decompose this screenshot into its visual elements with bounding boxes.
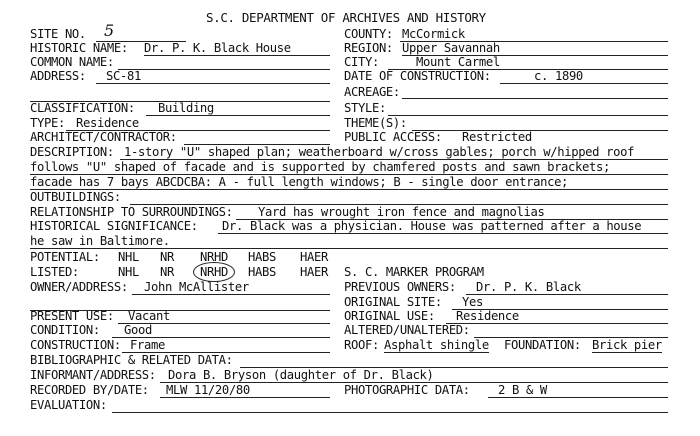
informant-label: INFORMANT/ADDRESS: (30, 368, 156, 382)
site-no-value: 5 (104, 21, 115, 40)
type-label: TYPE: (30, 116, 65, 130)
county-value: McCormick (402, 27, 465, 41)
public-access-label: PUBLIC ACCESS: (344, 130, 442, 144)
listed-label: LISTED: (30, 265, 79, 279)
public-access-value: Restricted (462, 130, 532, 144)
date-label: DATE OF CONSTRUCTION: (344, 69, 491, 83)
previous-owners-value: Dr. P. K. Black (476, 280, 581, 294)
original-use-value: Residence (456, 309, 519, 323)
city-label: CITY: (344, 55, 379, 69)
potential-nhl: NHL (118, 250, 139, 264)
common-name-rule (118, 69, 330, 70)
photo-rule (488, 397, 668, 398)
owner-label: OWNER/ADDRESS: (30, 280, 128, 294)
acreage-label: ACREAGE: (344, 85, 400, 99)
description-label: DESCRIPTION: (30, 145, 114, 159)
significance-line-1: Dr. Black was a physician. House was patterned after a house (222, 219, 642, 233)
foundation-label: FOUNDATION: (504, 338, 581, 352)
style-rule (388, 115, 668, 116)
outbuildings-label: OUTBUILDINGS: (30, 190, 121, 204)
address-label: ADDRESS: (30, 69, 86, 83)
relationship-label: RELATIONSHIP TO SURROUNDINGS: (30, 205, 233, 219)
historic-name-value: Dr. P. K. Black House (144, 42, 330, 56)
classification-top-rule (30, 101, 330, 102)
type-value: Residence (76, 116, 139, 130)
nrhd-circle-mark (193, 262, 235, 282)
date-value: c. 1890 (534, 69, 583, 83)
owner-value: John McAllister (144, 280, 249, 294)
theme-rule (412, 130, 668, 131)
potential-habs: HABS (248, 250, 276, 264)
original-site-value: Yes (462, 295, 483, 309)
region-value: Upper Savannah (402, 42, 668, 56)
present-use-value: Vacant (128, 309, 170, 323)
previous-owners-rule (466, 294, 668, 295)
significance-rule-2 (30, 248, 668, 249)
significance-line-2: he saw in Baltimore. (30, 234, 170, 248)
present-use-label: PRESENT USE: (30, 309, 114, 323)
potential-nr: NR (160, 250, 174, 264)
style-label: STYLE: (344, 101, 386, 115)
form-title: S.C. DEPARTMENT OF ARCHIVES AND HISTORY (206, 10, 486, 25)
altered-label: ALTERED/UNALTERED: (344, 323, 470, 337)
recorded-value: MLW 11/20/80 (166, 383, 250, 397)
condition-value: Good (124, 323, 152, 337)
listed-nhl: NHL (118, 265, 139, 279)
theme-label: THEME(S): (344, 116, 407, 130)
potential-haer: HAER (300, 250, 328, 264)
significance-label: HISTORICAL SIGNIFICANCE: (30, 219, 198, 233)
recorded-rule (160, 397, 330, 398)
original-site-label: ORIGINAL SITE: (344, 295, 442, 309)
relationship-value: Yard has wrought iron fence and magnolias (258, 205, 545, 219)
acreage-rule (402, 98, 668, 99)
listed-nr: NR (160, 265, 174, 279)
foundation-value: Brick pier (592, 338, 662, 352)
description-line-3: facade has 7 bays ABCDCBA: A - full length windows; B - single door entrance; (30, 175, 569, 189)
photo-value: 2 B & W (498, 383, 547, 397)
classification-label: CLASSIFICATION: (30, 101, 135, 115)
recorded-label: RECORDED BY/DATE: (30, 383, 149, 397)
address-value: SC-81 (106, 69, 141, 83)
classification-rule (146, 115, 330, 116)
potential-label: POTENTIAL: (30, 250, 100, 264)
original-use-rule (446, 323, 668, 324)
original-use-label: ORIGINAL USE: (344, 309, 435, 323)
date-rule (500, 83, 668, 84)
architect-label: ARCHITECT/CONTRACTOR: (30, 130, 177, 144)
listed-nrhd: NRHD (200, 265, 228, 279)
city-value: Mount Carmel (416, 55, 500, 69)
marker-program-label: S. C. MARKER PROGRAM (344, 265, 484, 279)
description-rule-3 (30, 189, 668, 190)
county-label: COUNTY: (344, 27, 393, 41)
listed-habs: HABS (248, 265, 276, 279)
evaluation-rule (112, 412, 668, 413)
previous-owners-label: PREVIOUS OWNERS: (344, 280, 456, 294)
listed-haer: HAER (300, 265, 328, 279)
informant-value: Dora B. Bryson (daughter of Dr. Black) (168, 368, 434, 382)
owner-rule (132, 294, 330, 295)
address-rule (96, 83, 330, 84)
potential-nrhd: NRHD (200, 250, 228, 264)
common-name-label: COMMON NAME: (30, 55, 114, 69)
construction-label: CONSTRUCTION: (30, 338, 121, 352)
description-line-2: follows "U" shaped of facade and is supported by chamfered posts and sawn brackets; (30, 160, 610, 174)
construction-value: Frame (130, 338, 165, 352)
evaluation-label: EVALUATION: (30, 398, 107, 412)
region-label: REGION: (344, 41, 393, 55)
site-no-label: SITE NO. (30, 27, 86, 41)
description-line-1: 1-story "U" shaped plan; weatherboard w/cross gables; porch w/hipped roof (124, 145, 635, 159)
roof-label: ROOF: (344, 338, 379, 352)
condition-label: CONDITION: (30, 323, 100, 337)
bibliographic-label: BIBLIOGRAPHIC & RELATED DATA: (30, 353, 233, 367)
photo-label: PHOTOGRAPHIC DATA: (344, 383, 470, 397)
historic-name-label: HISTORIC NAME: (30, 41, 128, 55)
classification-value: Building (158, 101, 214, 115)
roof-value: Asphalt shingle (384, 338, 489, 352)
significance-rule-1 (218, 233, 668, 234)
